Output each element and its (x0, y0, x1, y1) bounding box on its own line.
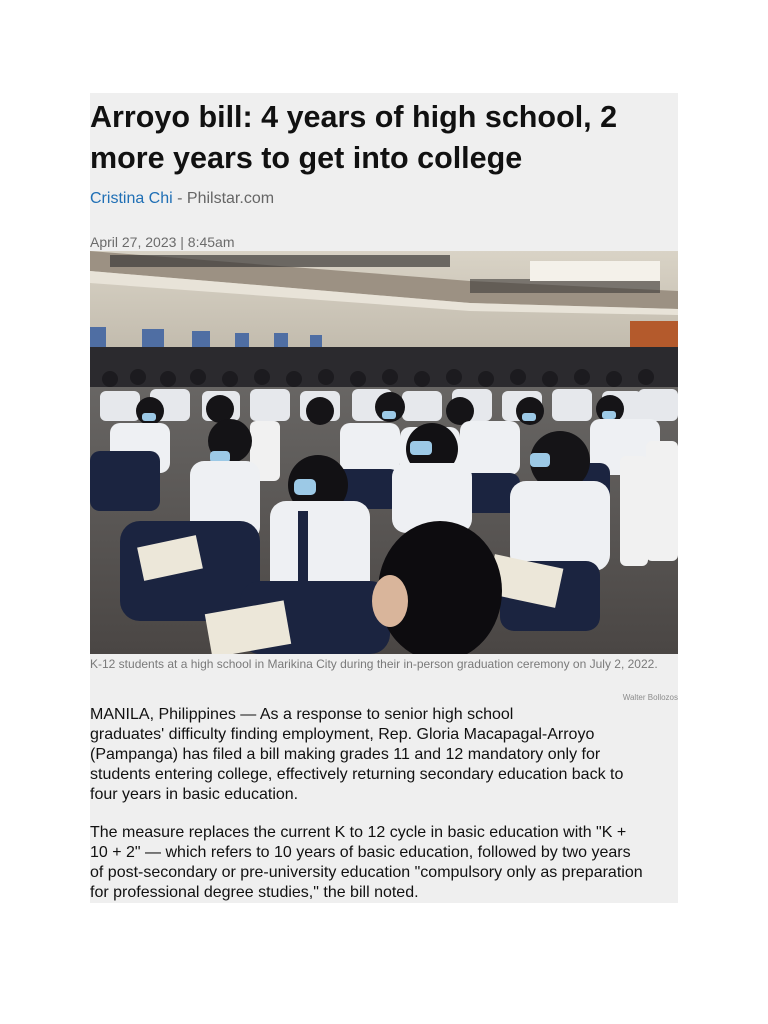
paragraph-1-line-2: graduates' difficulty finding employment, Rep. Gloria Macapagal-Arroyo (90, 726, 595, 743)
article-photo (90, 251, 678, 654)
byline (90, 189, 274, 209)
paragraph-1-line-4: students entering college, effectively returning secondary education back to (90, 766, 624, 783)
paragraph-1-line-1: MANILA, Philippines — As a response to senior high school (90, 706, 514, 723)
graduation-ceremony-photo (90, 251, 678, 654)
paragraph-1-line-5: four years in basic education. (90, 786, 299, 803)
headline-line-1: Arroyo bill: 4 years of high school, 2 (90, 100, 618, 134)
paragraph-2-line-3: of post-secondary or pre-university education "compulsory only as preparation (90, 864, 643, 881)
paragraph-2-line-1: The measure replaces the current K to 12 cycle in basic education with "K + (90, 824, 627, 841)
source-name: Philstar.com (186, 190, 275, 207)
paragraph-1-line-3: (Pampanga) has filed a bill making grades 11 and 12 mandatory only for (90, 746, 601, 763)
photo-caption: K-12 students at a high school in Marikina City during their in-person graduation ceremony on July 2, 2022. (90, 657, 658, 671)
paragraph-2-line-4: for professional degree studies," the bill noted. (90, 884, 419, 901)
byline-separator: - (172, 190, 187, 207)
photo-credit: Walter Bollozos (622, 693, 678, 702)
author-link[interactable]: Cristina Chi (90, 190, 173, 207)
paragraph-2-line-2: 10 + 2" — which refers to 10 years of basic education, followed by two years (90, 844, 631, 861)
publish-date: April 27, 2023 | 8:45am (90, 234, 235, 250)
article-paragraph-2 (90, 823, 678, 903)
headline-line-2: more years to get into college (90, 141, 523, 175)
news-article (90, 93, 678, 903)
article-paragraph-1 (90, 705, 678, 805)
article-headline (90, 97, 676, 179)
